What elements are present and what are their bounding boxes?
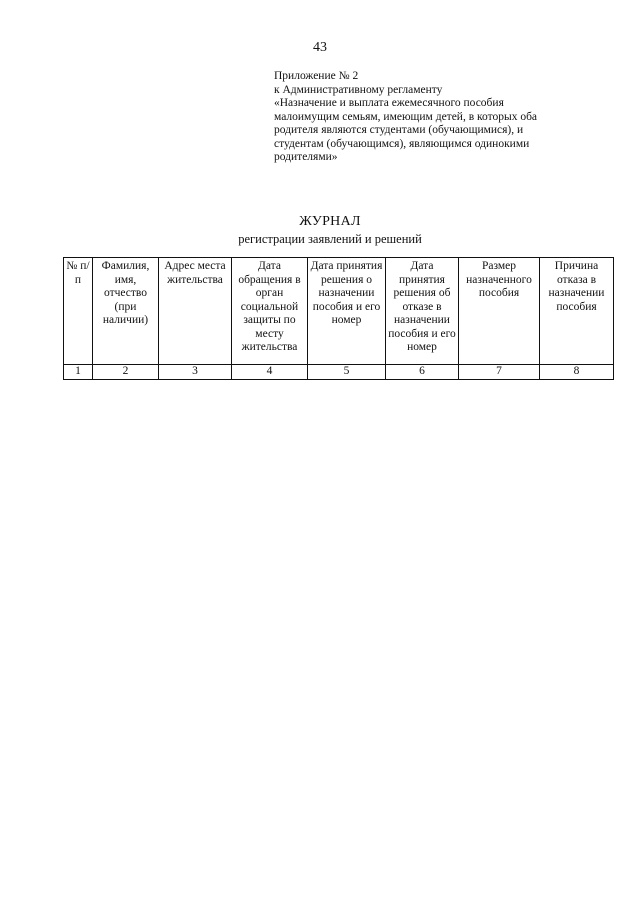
table-row (64, 365, 614, 380)
appendix-line: «Назначение и выплата ежемесячного пособия (274, 97, 504, 109)
column-number-cell: 5 (308, 365, 386, 380)
column-number-cell: 4 (232, 365, 308, 380)
column-header-refusal-reason: Причина отказа в назначении пособия (540, 258, 614, 365)
column-header-benefit-amount: Размер назначенного пособия (459, 258, 540, 365)
appendix-line: родителя являются студентами (обучающимися), и (274, 124, 524, 136)
column-number-cell: 1 (64, 365, 93, 380)
appendix-line: Приложение № 2 (274, 70, 359, 82)
table-header-row (64, 258, 614, 365)
appendix-line: малоимущим семьям, имеющим детей, в которых оба (274, 110, 538, 123)
registration-table (63, 257, 614, 380)
appendix-line: студентам (обучающимся), являющимся одинокими (274, 137, 530, 150)
column-header-refusal-decision: Дата принятия решения об отказе в назначении пособия и его номер (386, 258, 459, 365)
journal-subtitle: регистрации заявлений и решений (238, 232, 422, 246)
column-number-cell: 2 (93, 365, 159, 380)
journal-title: ЖУРНАЛ (299, 214, 361, 229)
column-number-cell: 6 (386, 365, 459, 380)
column-number-cell: 8 (540, 365, 614, 380)
column-header-application-date: Дата обращения в орган социальной защиты по месту жительства (232, 258, 308, 365)
column-header-number: № п/п (64, 258, 93, 365)
column-header-address: Адрес места жительства (159, 258, 232, 365)
appendix-line: к Административному регламенту (274, 83, 443, 96)
column-number-cell: 3 (159, 365, 232, 380)
page-number: 43 (313, 40, 327, 55)
column-header-approval-decision: Дата принятия решения о назначении пособия и его номер (308, 258, 386, 365)
appendix-block (274, 70, 574, 165)
column-number-cell: 7 (459, 365, 540, 380)
column-header-full-name: Фамилия, имя, отчество (при наличии) (93, 258, 159, 365)
appendix-line: родителями» (274, 151, 338, 163)
